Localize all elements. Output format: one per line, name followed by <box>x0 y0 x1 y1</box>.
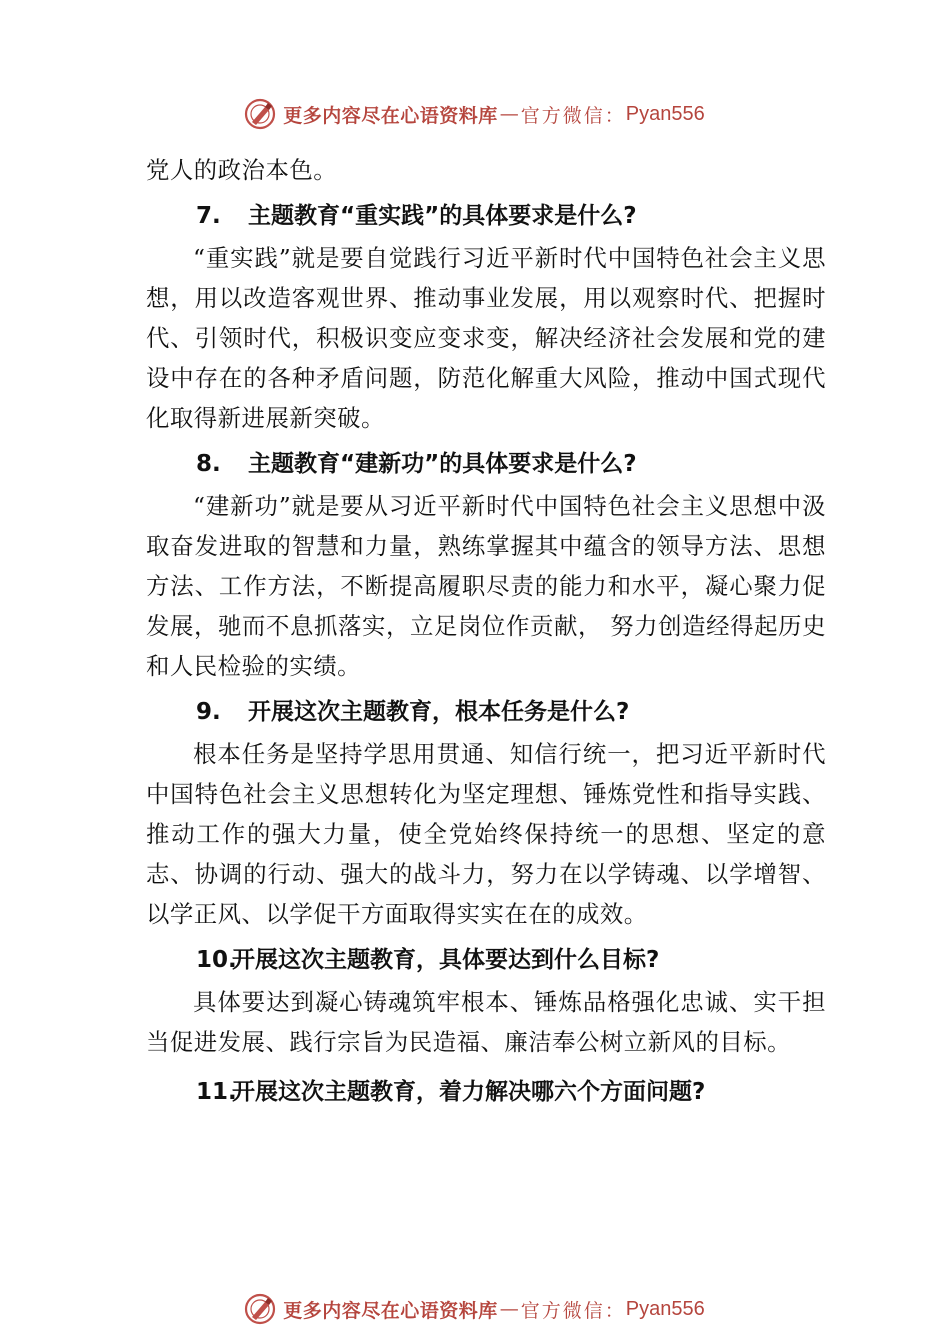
section-question: 开展这次主题教育，着力解决哪六个方面问题? <box>232 1079 706 1105</box>
section-question: 主题教育“建新功”的具体要求是什么? <box>248 451 637 477</box>
section-number: 7. <box>196 203 221 229</box>
watermark-account: Pyan556 <box>625 1297 705 1320</box>
section-answer: 具体要达到凝心铸魂筑牢根本、锤炼品格强化忠诚、实干担当促进发展、践行宗旨为民造福、廉洁奉公树立新风的目标。 <box>146 988 826 1056</box>
watermark-separator: — <box>499 1298 519 1320</box>
section-heading <box>146 940 826 980</box>
section-question: 开展这次主题教育，具体要达到什么目标? <box>232 947 660 973</box>
pen-nib-seal-icon <box>243 1292 277 1326</box>
watermark-label: 官方微信： <box>520 104 626 127</box>
section-number: 8. <box>196 451 221 477</box>
section-answer: “重实践”就是要自觉践行习近平新时代中国特色社会主义思想，用以改造客观世界、推动事业发展，用以观察时代、把握时代、引领时代，积极识变应变求变，解决经济社会发展和党的建设中存在的各种矛盾问题，防范化解重大风险，推动中国式现代化取得新进展新突破。 <box>146 244 826 432</box>
section-heading <box>146 692 826 732</box>
watermark-account: Pyan556 <box>625 102 705 125</box>
section-number: 11. <box>196 1079 237 1105</box>
section-answer: “建新功”就是要从习近平新时代中国特色社会主义思想中汲取奋发进取的智慧和力量，熟练掌握其中蕴含的领导方法、思想方法、工作方法，不断提高履职尽责的能力和水平，凝心聚力促发展，驰而不息抓落实，立足岗位作贡献， 努力创造经得起历史和人民检验的实绩。 <box>146 492 826 680</box>
watermark-text: 更多内容尽在心语资料库 <box>283 104 498 127</box>
section-number: 9. <box>196 699 221 725</box>
section-heading <box>146 444 826 484</box>
footer-watermark <box>0 1289 950 1329</box>
header-watermark <box>0 94 950 134</box>
watermark-label: 官方微信： <box>520 1299 626 1322</box>
section-number: 10. <box>196 947 237 973</box>
watermark-separator: — <box>499 103 519 125</box>
pen-nib-seal-icon <box>243 97 277 131</box>
section-heading <box>146 196 826 236</box>
section-question: 主题教育“重实践”的具体要求是什么? <box>248 203 637 229</box>
section-answer: 根本任务是坚持学思用贯通、知信行统一，把习近平新时代中国特色社会主义思想转化为坚定理想、锤炼党性和指导实践、推动工作的强大力量，使全党始终保持统一的思想、坚定的意志、协调的行动、强大的战斗力，努力在以学铸魂、以学增智、以学正风、以学促干方面取得实实在在的成效。 <box>146 740 826 928</box>
continuation-paragraph: 党人的政治本色。 <box>146 156 338 184</box>
watermark-text: 更多内容尽在心语资料库 <box>283 1299 498 1322</box>
document-body <box>146 150 826 1114</box>
section-heading <box>146 1072 826 1112</box>
section-question: 开展这次主题教育，根本任务是什么? <box>248 699 630 725</box>
